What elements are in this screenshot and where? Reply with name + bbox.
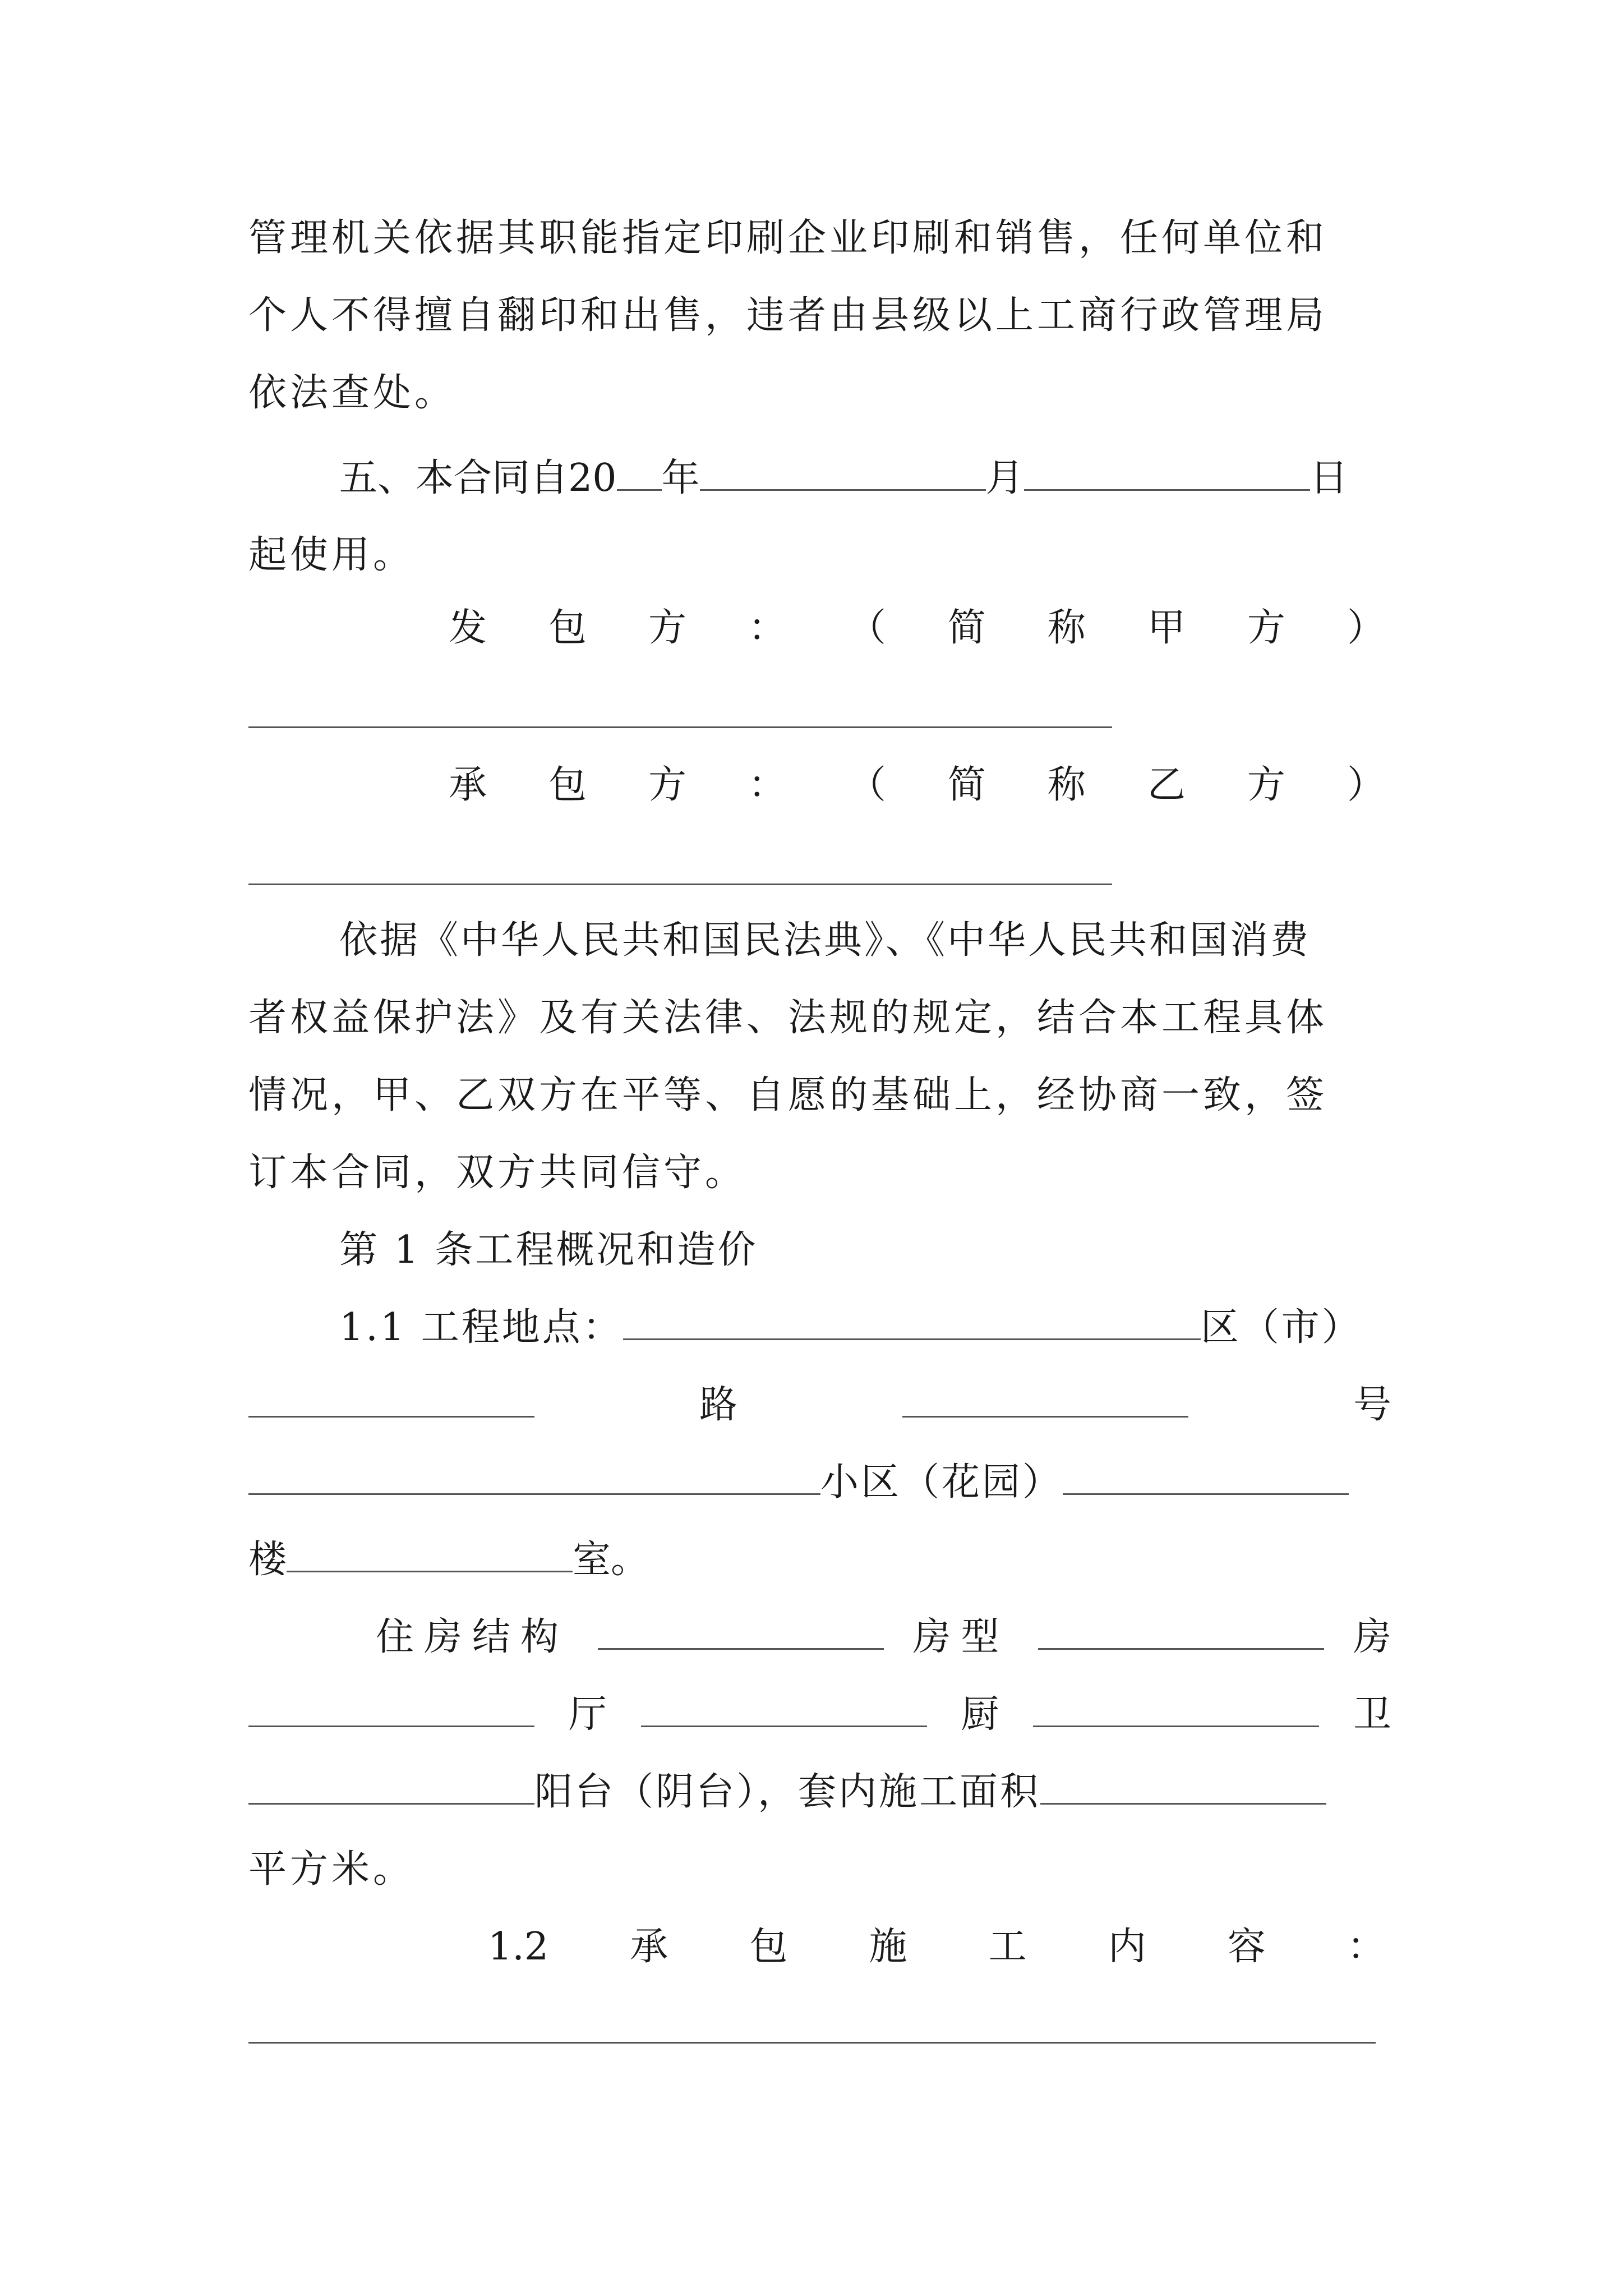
party-b-char: 方 <box>648 763 686 807</box>
bath-blank[interactable] <box>248 1770 534 1805</box>
scope-char: 容 <box>1227 1925 1266 1969</box>
room-count-label: 房 <box>1353 1615 1391 1659</box>
location-line-2 <box>248 1380 1391 1430</box>
party-b-char: 承 <box>449 763 487 807</box>
housing-line-4 <box>248 1844 1391 1895</box>
paragraph-1-line-3 <box>248 368 1391 418</box>
number-label: 号 <box>1353 1383 1391 1427</box>
party-b-char: 乙 <box>1147 763 1186 807</box>
party-b-char: 方 <box>1247 763 1285 807</box>
party-a-char: 方 <box>1247 606 1285 650</box>
scope-char: 工 <box>988 1925 1027 1969</box>
hall-label: 厅 <box>568 1692 607 1737</box>
party-b-name-blank[interactable] <box>248 884 1112 885</box>
party-a-char: ） <box>1347 606 1385 650</box>
scope-line <box>488 1922 1385 1972</box>
scope-char: 承 <box>630 1925 668 1969</box>
party-b-char: 称 <box>1047 763 1086 807</box>
party-a-name-blank[interactable] <box>248 726 1112 728</box>
basis-line-1 <box>248 915 1391 966</box>
road-blank[interactable] <box>248 1383 534 1418</box>
number-blank[interactable] <box>902 1383 1188 1418</box>
balcony-area-label: 阳台（阴台），套内施工面积 <box>534 1770 1041 1814</box>
paragraph-1-line-2 <box>248 291 1391 341</box>
basis-line-2-text: 者权益保护法》及有关法律、法规的规定，结合本工程具体 <box>248 996 1328 1040</box>
party-b-line <box>449 760 1385 811</box>
party-a-char: ： <box>748 606 786 650</box>
area-unit: 平方米。 <box>248 1847 415 1892</box>
housing-line-1 <box>376 1612 1391 1663</box>
month-blank[interactable] <box>700 457 986 491</box>
article-1-heading-text: 第 1 条工程概况和造价 <box>339 1228 758 1272</box>
article-1-heading <box>248 1225 1391 1276</box>
area-blank[interactable] <box>1040 1770 1326 1805</box>
party-a-char: 称 <box>1047 606 1086 650</box>
district-blank[interactable] <box>623 1306 1201 1340</box>
scope-char: ： <box>1347 1925 1385 1969</box>
scope-char: 施 <box>869 1925 907 1969</box>
basis-line-3-text: 情况，甲、乙双方在平等、自愿的基础上，经协商一致，签 <box>248 1073 1328 1117</box>
location-label: 1.1 工程地点： <box>339 1305 623 1350</box>
type-blank[interactable] <box>1038 1616 1324 1650</box>
party-a-char: 方 <box>648 606 686 650</box>
day-blank[interactable] <box>1024 457 1310 491</box>
party-a-char: （ <box>847 606 886 650</box>
scope-char: 内 <box>1108 1925 1146 1969</box>
party-a-char: 包 <box>548 606 587 650</box>
housing-line-3 <box>248 1767 1391 1818</box>
location-line-1 <box>248 1303 1391 1353</box>
paragraph-1-line-1-text: 管理机关依据其职能指定印刷企业印刷和销售，任何单位和 <box>248 216 1328 260</box>
housing-line-2 <box>248 1690 1391 1740</box>
party-b-char: ） <box>1347 763 1385 807</box>
clause-5-year-label: 年 <box>661 456 700 500</box>
location-line-4 <box>248 1535 1391 1585</box>
party-b-char: 简 <box>947 763 986 807</box>
paragraph-1-line-1 <box>248 213 1391 264</box>
party-b-char: ： <box>748 763 786 807</box>
kitchen-blank[interactable] <box>1033 1693 1319 1727</box>
scope-char: 1.2 <box>488 1925 549 1969</box>
clause-5-day-label: 日 <box>1310 456 1348 500</box>
building-label: 楼 <box>248 1538 287 1582</box>
basis-line-4-text: 订本合同，双方共同信守。 <box>248 1151 747 1195</box>
scope-blank[interactable] <box>248 2042 1376 2044</box>
clause-5-prefix: 五、本合同自20 <box>339 456 617 500</box>
scope-char: 包 <box>749 1925 788 1969</box>
clause-5-line-2-text: 起使用。 <box>248 533 415 577</box>
basis-line-3 <box>248 1070 1391 1121</box>
basis-line-1-text: 依据《中华人民共和国民法典》、《中华人民共和国消费 <box>339 918 1311 963</box>
structure-label: 住房结构 <box>376 1615 569 1659</box>
paragraph-1-line-3-text: 依法查处。 <box>248 371 457 415</box>
kitchen-label: 厨 <box>961 1692 999 1737</box>
location-line-3 <box>248 1457 1391 1508</box>
party-b-char: 包 <box>548 763 587 807</box>
basis-line-2 <box>248 993 1391 1043</box>
road-label: 路 <box>699 1383 737 1427</box>
structure-blank[interactable] <box>598 1616 884 1650</box>
hall-blank[interactable] <box>641 1693 927 1727</box>
clause-5-line-1 <box>248 453 1391 504</box>
room-blank[interactable] <box>287 1538 573 1572</box>
community-label: 小区（花园） <box>820 1460 1063 1504</box>
year-blank[interactable] <box>617 457 662 491</box>
room-label: 室。 <box>573 1538 649 1582</box>
building-blank[interactable] <box>1063 1461 1349 1495</box>
bath-label: 卫 <box>1353 1692 1391 1737</box>
community-blank[interactable] <box>248 1461 820 1495</box>
clause-5-month-label: 月 <box>985 456 1024 500</box>
party-a-line <box>449 603 1385 654</box>
basis-line-4 <box>248 1148 1391 1198</box>
clause-5-line-2 <box>248 530 1391 581</box>
party-b-char: （ <box>847 763 886 807</box>
paragraph-1-line-2-text: 个人不得擅自翻印和出售，违者由县级以上工商行政管理局 <box>248 293 1328 338</box>
party-a-char: 发 <box>449 606 487 650</box>
type-label: 房型 <box>912 1615 1009 1659</box>
room-count-blank[interactable] <box>248 1693 534 1727</box>
party-a-char: 简 <box>947 606 986 650</box>
party-a-char: 甲 <box>1147 606 1186 650</box>
district-label: 区（市） <box>1200 1305 1362 1350</box>
